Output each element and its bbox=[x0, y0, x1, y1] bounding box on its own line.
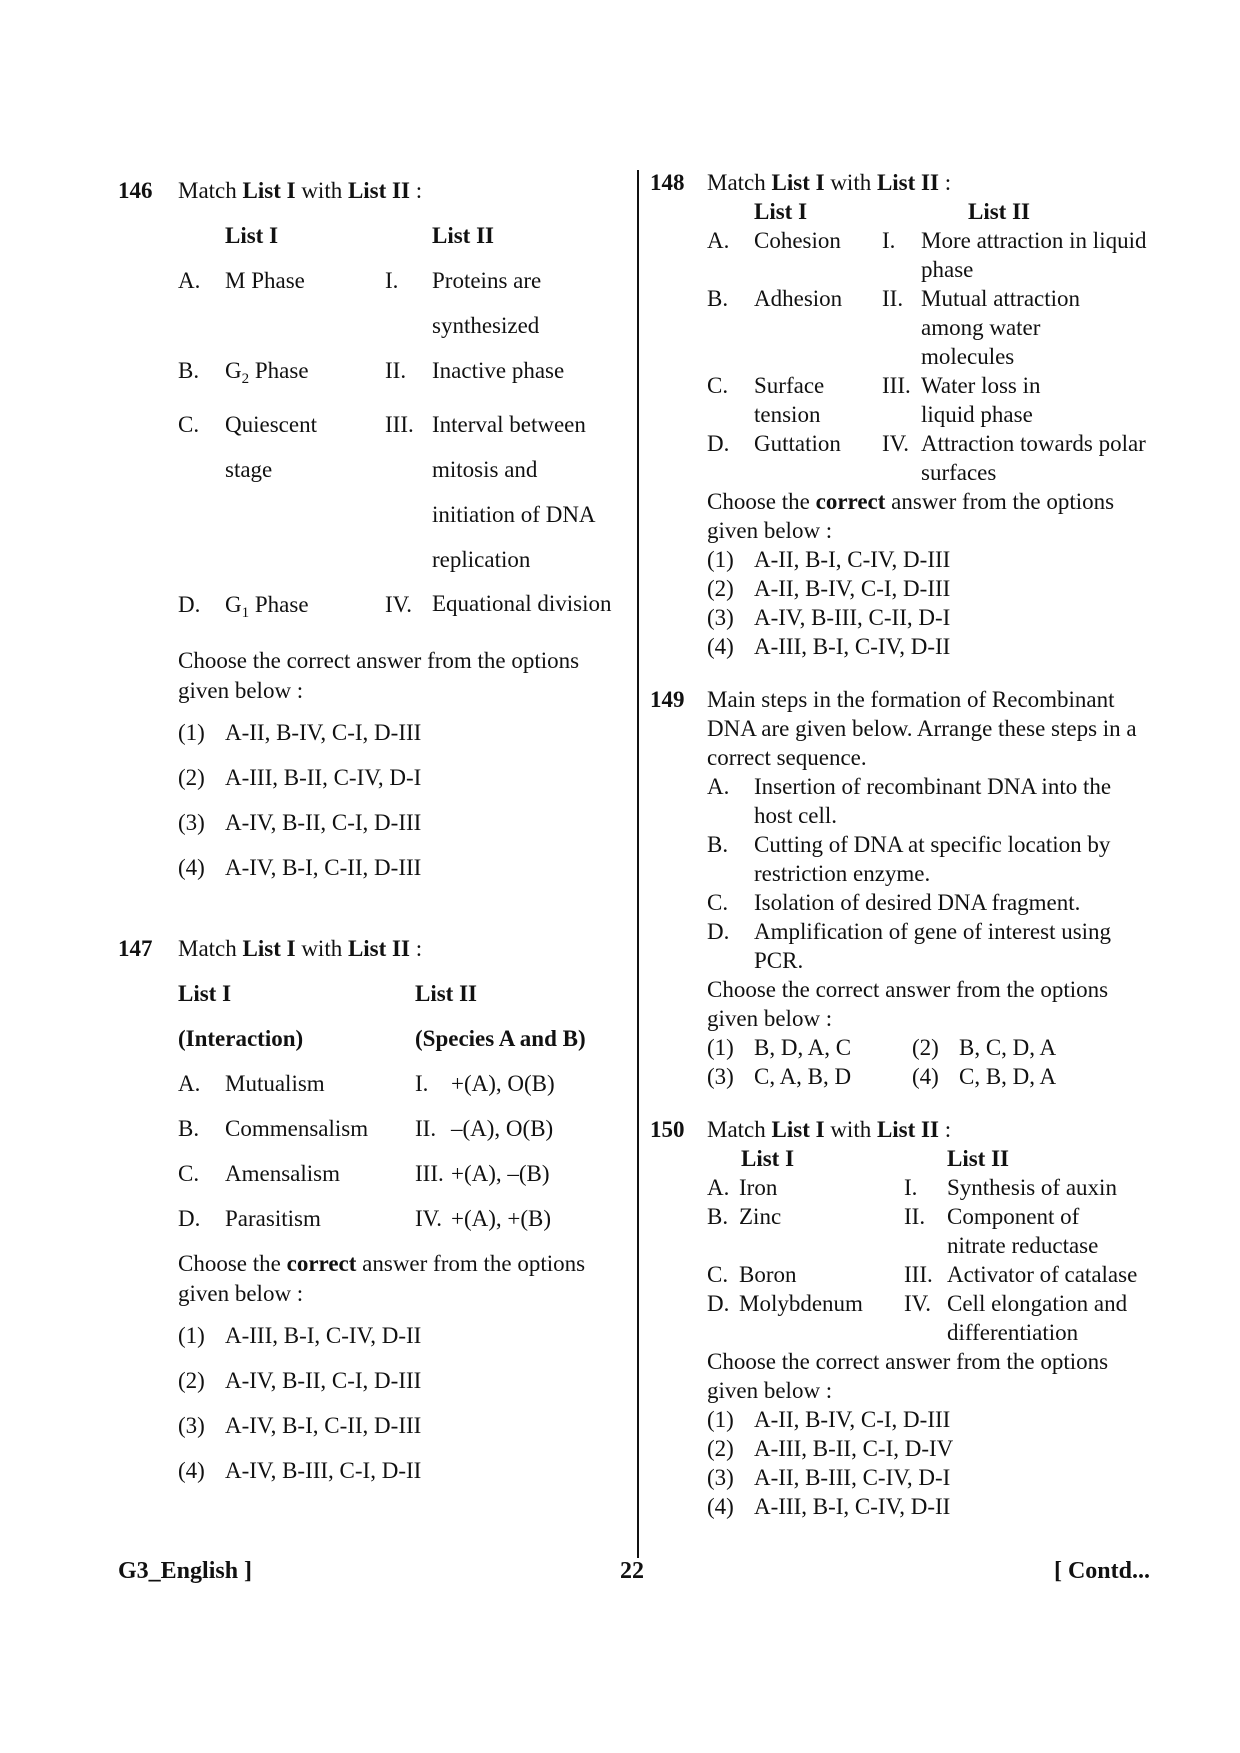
column-divider bbox=[637, 170, 639, 1558]
choose-instruction: Choose the correct answer from the options given below : bbox=[707, 1349, 1109, 1403]
answer-option[interactable]: (3) A-IV, B-II, C-I, D-III bbox=[178, 810, 422, 835]
answer-option[interactable]: (2) A-II, B-IV, C-I, D-III bbox=[707, 576, 951, 601]
match-row: C. Amensalism III. +(A), –(B) bbox=[178, 1161, 550, 1186]
match-row: B. $G_2$ Phase II. Inactive phase bbox=[178, 358, 565, 387]
answer-option[interactable]: (3) A-IV, B-III, C-II, D-I bbox=[707, 605, 951, 630]
list-header: List I List II bbox=[178, 981, 477, 1006]
list-header: List I List II bbox=[225, 223, 494, 248]
question-number: 150 bbox=[650, 1117, 685, 1142]
choose-instruction: Choose the correct answer from the options given below : bbox=[707, 489, 1115, 543]
answer-option[interactable]: (3) C, A, B, D bbox=[707, 1064, 852, 1089]
right-column bbox=[650, 168, 1152, 1521]
match-row: D. Parasitism IV. +(A), +(B) bbox=[178, 1206, 552, 1231]
question-149 bbox=[650, 685, 1152, 1091]
question-number: 148 bbox=[650, 170, 685, 195]
match-row: D. $G_1$ Phase IV. Equational division bbox=[178, 591, 612, 621]
match-row: C. Surface tension III. Water loss in liquid phase bbox=[707, 373, 1041, 427]
answer-option[interactable]: (3) A-IV, B-I, C-II, D-III bbox=[178, 1413, 422, 1438]
answer-option[interactable]: (4) A-III, B-I, C-IV, D-II bbox=[707, 1494, 951, 1519]
choose-instruction: Choose the correct answer from the options given below : bbox=[707, 977, 1109, 1031]
answer-option[interactable]: (1) A-III, B-I, C-IV, D-II bbox=[178, 1323, 422, 1348]
question-148 bbox=[650, 168, 1152, 661]
match-row: B. Zinc II. Component of nitrate reductase bbox=[707, 1204, 1099, 1258]
footer-page-number: 22 bbox=[620, 1558, 644, 1584]
choose-instruction: Choose the correct answer from the options given below : bbox=[178, 1251, 586, 1306]
step-item: A. Insertion of recombinant DNA into the host cell. bbox=[707, 774, 1112, 828]
step-item: C. Isolation of desired DNA fragment. bbox=[707, 890, 1081, 915]
match-row: D. Molybdenum IV. Cell elongation and differentiation bbox=[707, 1291, 1128, 1345]
match-row: A. Iron I. Synthesis of auxin bbox=[707, 1175, 1117, 1200]
list-header: List I List II bbox=[754, 199, 1030, 224]
list-header: List I List II bbox=[741, 1146, 1009, 1171]
question-150 bbox=[650, 1115, 1152, 1521]
step-item: B. Cutting of DNA at specific location by restriction enzyme. bbox=[707, 832, 1111, 886]
answer-option[interactable]: (2) A-III, B-II, C-I, D-IV bbox=[707, 1436, 954, 1461]
question-prompt: Match List I with List II : bbox=[178, 936, 423, 961]
match-row: C. Boron III. Activator of catalase bbox=[707, 1262, 1138, 1287]
choose-instruction: Choose the correct answer from the options given below : bbox=[178, 648, 580, 703]
question-prompt: Main steps in the formation of Recombinant DNA are given below. Arrange these steps in a correct sequence. bbox=[707, 687, 1137, 770]
question-147 bbox=[118, 926, 623, 1493]
answer-option[interactable]: (1) A-II, B-I, C-IV, D-III bbox=[707, 547, 951, 572]
footer-continued: [ Contd... bbox=[1053, 1558, 1150, 1584]
match-row: A. Mutualism I. +(A), O(B) bbox=[178, 1071, 555, 1096]
question-prompt: Match List I with List II : bbox=[178, 178, 423, 203]
answer-option[interactable]: (3) A-II, B-III, C-IV, D-I bbox=[707, 1465, 951, 1490]
answer-option[interactable]: (1) B, D, A, C bbox=[707, 1035, 852, 1060]
match-row: D. Guttation IV. Attraction towards polar surfaces bbox=[707, 431, 1146, 485]
question-number: 146 bbox=[118, 178, 153, 203]
answer-option[interactable]: (1) A-II, B-IV, C-I, D-III bbox=[178, 720, 422, 745]
answer-option[interactable]: (1) A-II, B-IV, C-I, D-III bbox=[707, 1407, 951, 1432]
footer-paper-code: G3_English ] bbox=[118, 1558, 253, 1584]
answer-option[interactable]: (4) A-IV, B-III, C-I, D-II bbox=[178, 1458, 422, 1483]
question-146 bbox=[118, 168, 623, 890]
left-column bbox=[118, 168, 623, 1493]
answer-option[interactable]: (4) A-III, B-I, C-IV, D-II bbox=[707, 634, 951, 659]
match-row: B. Adhesion II. Mutual attraction among water molecules bbox=[707, 286, 1081, 369]
step-item: D. Amplification of gene of interest using PCR. bbox=[707, 919, 1112, 973]
answer-option[interactable]: (2) A-IV, B-II, C-I, D-III bbox=[178, 1368, 422, 1393]
answer-option[interactable]: (2) A-III, B-II, C-IV, D-I bbox=[178, 765, 422, 790]
answer-option[interactable]: (4) A-IV, B-I, C-II, D-III bbox=[178, 855, 422, 880]
question-prompt: Match List I with List II : bbox=[707, 1117, 952, 1142]
answer-option[interactable]: (4) C, B, D, A bbox=[912, 1064, 1057, 1089]
match-row: B. Commensalism II. –(A), O(B) bbox=[178, 1116, 554, 1141]
list-subheader: (Interaction) (Species A and B) bbox=[178, 1026, 586, 1051]
match-row: A. M Phase I. Proteins are synthesized bbox=[178, 268, 542, 338]
match-row: A. Cohesion I. More attraction in liquid phase bbox=[707, 228, 1147, 282]
match-row: C. Quiescent stage III. Interval between mitosis and initiation of DNA replication bbox=[178, 412, 595, 572]
question-number: 149 bbox=[650, 687, 685, 712]
question-prompt: Match List I with List II : bbox=[707, 170, 952, 195]
question-number: 147 bbox=[118, 936, 153, 961]
answer-option[interactable]: (2) B, C, D, A bbox=[912, 1035, 1057, 1060]
